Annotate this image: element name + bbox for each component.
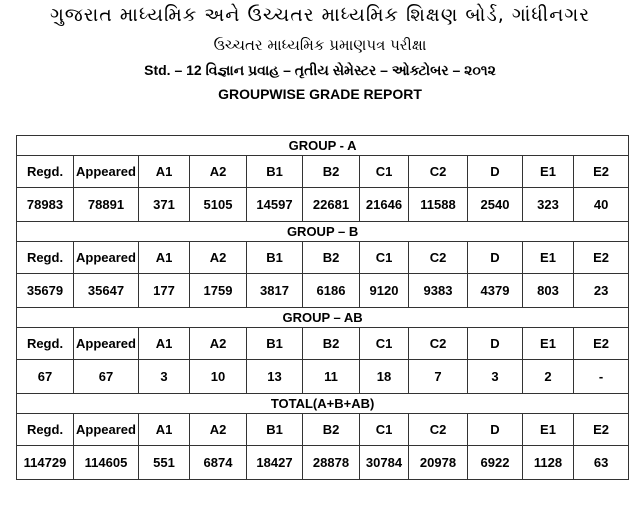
column-header: E2 [574,156,629,188]
group-title: TOTAL(A+B+AB) [17,394,629,414]
table-cell: - [574,360,629,394]
table-cell: 63 [574,446,629,480]
column-header: E1 [523,414,574,446]
table-row [17,446,629,480]
column-header: E1 [523,156,574,188]
exam-name: ઉચ્ચતર માધ્યમિક પ્રમાણપત્ર પરીક્ષા [213,36,427,54]
table-cell: 18 [360,360,409,394]
column-header: D [468,328,523,360]
column-header-row [17,242,629,274]
report-header [0,0,640,106]
table-cell: 78983 [17,188,74,222]
column-header: A1 [139,414,190,446]
column-header: E2 [574,328,629,360]
table-cell: 371 [139,188,190,222]
column-header: B1 [247,414,303,446]
table-cell: 22681 [303,188,360,222]
column-header: A1 [139,156,190,188]
table-cell: 3 [139,360,190,394]
column-header: Appeared [74,328,139,360]
column-header: Appeared [74,242,139,274]
table-cell: 40 [574,188,629,222]
table-cell: 35679 [17,274,74,308]
table-cell: 67 [17,360,74,394]
exam-details: Std. – 12 વિજ્ઞાન પ્રવાહ – તૃતીય સેમેસ્ટર – ઓક્ટોબર – ૨૦૧૨ [144,62,496,78]
column-header: C1 [360,328,409,360]
column-header: C2 [409,156,468,188]
column-header: Regd. [17,328,74,360]
column-header: E1 [523,242,574,274]
column-header: C2 [409,414,468,446]
table-cell: 21646 [360,188,409,222]
group-title-row [17,308,629,328]
table-cell: 23 [574,274,629,308]
column-header: B1 [247,156,303,188]
table-cell: 2 [523,360,574,394]
table-cell: 4379 [468,274,523,308]
table-cell: 10 [190,360,247,394]
column-header: C2 [409,328,468,360]
column-header: C1 [360,414,409,446]
group-title: GROUP - A [17,136,629,156]
column-header: E2 [574,242,629,274]
group-title-row [17,222,629,242]
table-cell: 14597 [247,188,303,222]
table-cell: 9383 [409,274,468,308]
column-header: A1 [139,328,190,360]
group-title-row [17,394,629,414]
column-header: A1 [139,242,190,274]
table-cell: 35647 [74,274,139,308]
group-title: GROUP – B [17,222,629,242]
group-title-row [17,136,629,156]
column-header: Regd. [17,242,74,274]
column-header: C1 [360,242,409,274]
table-cell: 9120 [360,274,409,308]
column-header: D [468,156,523,188]
table-cell: 551 [139,446,190,480]
report-title: GROUPWISE GRADE REPORT [218,86,422,102]
table-cell: 18427 [247,446,303,480]
table-cell: 1759 [190,274,247,308]
column-header: B1 [247,328,303,360]
column-header: Regd. [17,414,74,446]
column-header: B2 [303,414,360,446]
table-cell: 13 [247,360,303,394]
column-header: C2 [409,242,468,274]
column-header: Regd. [17,156,74,188]
column-header: B2 [303,328,360,360]
table-row [17,360,629,394]
column-header-row [17,156,629,188]
column-header: D [468,242,523,274]
column-header: Appeared [74,414,139,446]
table-cell: 114729 [17,446,74,480]
table-row [17,274,629,308]
table-cell: 28878 [303,446,360,480]
grade-report-table [16,135,629,480]
table-cell: 3 [468,360,523,394]
column-header: B2 [303,242,360,274]
column-header: E2 [574,414,629,446]
table-cell: 7 [409,360,468,394]
column-header: A2 [190,328,247,360]
table-cell: 803 [523,274,574,308]
group-title: GROUP – AB [17,308,629,328]
table-cell: 5105 [190,188,247,222]
column-header: A2 [190,242,247,274]
column-header-row [17,414,629,446]
table-cell: 6186 [303,274,360,308]
column-header: B2 [303,156,360,188]
column-header: A2 [190,414,247,446]
column-header: Appeared [74,156,139,188]
table-cell: 20978 [409,446,468,480]
table-cell: 67 [74,360,139,394]
column-header: A2 [190,156,247,188]
table-cell: 11588 [409,188,468,222]
table-cell: 2540 [468,188,523,222]
board-name: ગુજરાત માધ્યમિક અને ઉચ્ચતર માધ્યમિક શિક્ષણ બોર્ડ, ગાંધીનગર [49,4,591,26]
table-cell: 3817 [247,274,303,308]
table-cell: 177 [139,274,190,308]
table-cell: 11 [303,360,360,394]
table-cell: 323 [523,188,574,222]
table-cell: 114605 [74,446,139,480]
column-header: E1 [523,328,574,360]
column-header-row [17,328,629,360]
table-cell: 30784 [360,446,409,480]
table-cell: 6874 [190,446,247,480]
column-header: C1 [360,156,409,188]
table-cell: 1128 [523,446,574,480]
table-row [17,188,629,222]
table-cell: 6922 [468,446,523,480]
table-cell: 78891 [74,188,139,222]
column-header: D [468,414,523,446]
column-header: B1 [247,242,303,274]
